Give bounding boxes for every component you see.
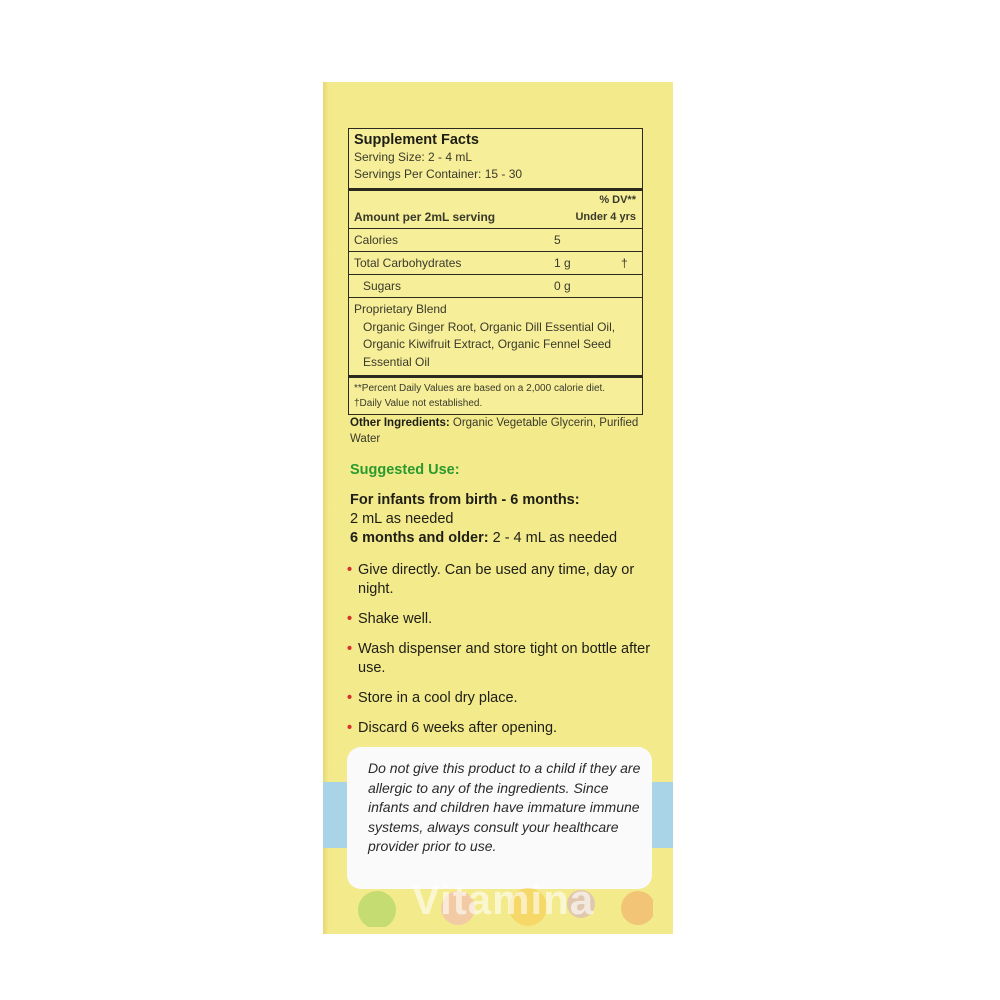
dv-header: % DV** (599, 194, 636, 206)
allergy-warning: Do not give this product to a child if they are allergic to any of the ingredients. Since infants and children have immature immune systems, always consult your healthcare provider prior to use. (347, 747, 652, 889)
bullet-dot-icon: • (347, 641, 353, 657)
nutrient-amount: 5 (554, 233, 561, 247)
older-dose: 2 - 4 mL as needed (492, 530, 618, 546)
list-item (347, 610, 667, 629)
dv-age-header: Under 4 yrs (575, 211, 636, 223)
nutrient-label: Calories (354, 233, 399, 247)
watermark-logo (353, 876, 653, 927)
nutrient-label: Sugars (363, 279, 402, 293)
list-item (347, 640, 667, 678)
bullet-text: Store in a cool dry place. (358, 690, 518, 706)
proprietary-blend (349, 298, 642, 378)
facts-title: Supplement Facts (354, 132, 479, 148)
bullet-dot-icon: • (347, 690, 353, 706)
nutrient-amount: 1 g (554, 256, 571, 270)
older-label: 6 months and older: (350, 530, 489, 546)
list-item (347, 689, 667, 708)
nutrient-amount: 0 g (554, 279, 571, 293)
suggested-use-title: Suggested Use: (350, 462, 460, 478)
nutrient-row-carbohydrates (349, 252, 642, 275)
nutrient-row-calories (349, 229, 642, 252)
nutrient-dv: † (621, 256, 628, 270)
other-ingredients (350, 415, 650, 447)
product-box-panel (323, 82, 673, 934)
blend-title: Proprietary Blend (354, 302, 447, 316)
usage-bullets (347, 561, 667, 749)
amount-header: Amount per 2mL serving (354, 210, 496, 224)
facts-footnotes (349, 378, 642, 414)
servings-per-container: Servings Per Container: 15 - 30 (354, 167, 523, 181)
bullet-text: Shake well. (358, 611, 433, 627)
bullet-dot-icon: • (347, 562, 353, 578)
nutrient-row-sugars (349, 275, 642, 298)
footnote-not-established: †Daily Value not established. (354, 398, 483, 409)
bullet-dot-icon: • (347, 611, 353, 627)
list-item (347, 561, 667, 599)
blend-ingredients: Organic Ginger Root, Organic Dill Essential Oil, Organic Kiwifruit Extract, Organic Fennel Seed Essential Oil (363, 319, 616, 369)
bullet-text: Wash dispenser and store tight on bottle after use. (358, 641, 651, 676)
bullet-dot-icon: • (347, 720, 353, 736)
infants-label: For infants from birth - 6 months: (350, 492, 580, 508)
nutrient-label: Total Carbohydrates (354, 256, 462, 270)
facts-header (349, 129, 642, 191)
supplement-facts-panel (348, 128, 643, 415)
facts-column-header (349, 191, 642, 229)
other-ingredients-label: Other Ingredients: (350, 417, 450, 429)
infants-dose: 2 mL as needed (350, 511, 454, 527)
bullet-text: Discard 6 weeks after opening. (358, 720, 558, 736)
serving-size: Serving Size: 2 - 4 mL (354, 150, 473, 164)
other-ingredients-text: Organic Vegetable Glycerin, Purified Water (350, 417, 639, 445)
dosing-instructions (350, 491, 670, 548)
bullet-text: Give directly. Can be used any time, day or night. (358, 562, 635, 597)
footnote-daily-values: **Percent Daily Values are based on a 2,000 calorie diet. (354, 383, 606, 394)
list-item (347, 719, 667, 738)
watermark-text: Vitamina (411, 876, 595, 923)
